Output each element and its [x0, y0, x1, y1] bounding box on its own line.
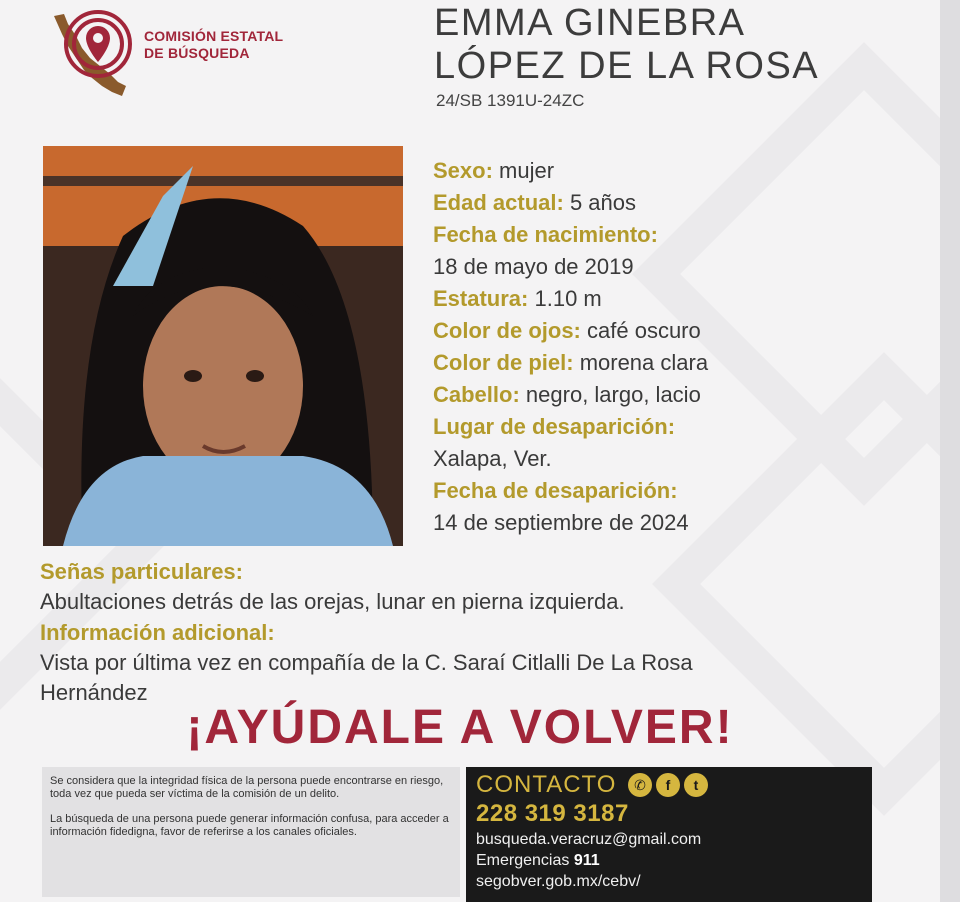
detail-fecha-desap: 14 de septiembre de 2024: [433, 510, 689, 535]
contact-phone[interactable]: 228 319 3187: [476, 800, 629, 827]
disclaimer-p1: Se considera que la integridad física de la persona puede encontrarse en riesgo, toda vez que pueda ser víctima de la comisión de un delito.: [50, 775, 444, 800]
detail-ojos: Color de ojos: café oscuro: [433, 318, 701, 343]
twitter-icon[interactable]: t: [684, 773, 708, 797]
missing-person-photo: [43, 146, 403, 546]
detail-piel: Color de piel: morena clara: [433, 350, 709, 375]
detail-estatura: Estatura: 1.10 m: [433, 286, 602, 311]
senas-label: Señas particulares:: [40, 559, 243, 584]
disclaimer: [42, 767, 460, 897]
informacion-adicional: [40, 618, 900, 708]
contact-title: CONTACTO ✆ f t: [476, 771, 862, 799]
contact-website[interactable]: segobver.gob.mx/cebv/: [476, 873, 641, 890]
info-line2: Hernández: [40, 680, 148, 705]
right-edge-strip: [940, 0, 960, 902]
facebook-icon[interactable]: f: [656, 773, 680, 797]
detail-cabello: Cabello: negro, largo, lacio: [433, 382, 701, 407]
detail-edad: Edad actual: 5 años: [433, 190, 636, 215]
senas-text: Abultaciones detrás de las orejas, lunar en pierna izquierda.: [40, 589, 625, 614]
disclaimer-p2: La búsqueda de una persona puede generar información confusa, para acceder a información fidedigna, favor de referirse a los canales oficiales.: [50, 813, 449, 838]
logo-line2: DE BÚSQUEDA: [144, 45, 250, 61]
name-line2: LÓPEZ DE LA ROSA: [434, 45, 820, 87]
person-details: [433, 155, 913, 539]
detail-nacimiento-label: Fecha de nacimiento:: [433, 222, 658, 247]
detail-sexo: Sexo: mujer: [433, 158, 555, 183]
info-line1: Vista por última vez en compañía de la C. Saraí Citlalli De La Rosa: [40, 650, 693, 675]
senas-particulares: [40, 557, 900, 617]
whatsapp-icon[interactable]: ✆: [628, 773, 652, 797]
contact-emergencias: Emergencias 911: [476, 852, 600, 869]
info-label: Información adicional:: [40, 620, 275, 645]
location-pin-icon: [66, 12, 130, 76]
detail-lugar: Xalapa, Ver.: [433, 446, 552, 471]
detail-nacimiento: 18 de mayo de 2019: [433, 254, 634, 279]
commission-logo: [46, 6, 316, 106]
logo-line1: COMISIÓN ESTATAL: [144, 28, 284, 44]
call-to-action: ¡AYÚDALE A VOLVER!: [186, 701, 734, 754]
person-name: [434, 2, 819, 88]
case-id: 24/SB 1391U-24ZC: [436, 91, 585, 110]
name-line1: EMMA GINEBRA: [434, 2, 746, 44]
contact-box: [466, 767, 872, 902]
contact-email[interactable]: busqueda.veracruz@gmail.com: [476, 831, 702, 848]
veracruz-map-icon: [46, 6, 146, 106]
detail-lugar-label: Lugar de desaparición:: [433, 414, 676, 439]
detail-fecha-desap-label: Fecha de desaparición:: [433, 478, 678, 503]
